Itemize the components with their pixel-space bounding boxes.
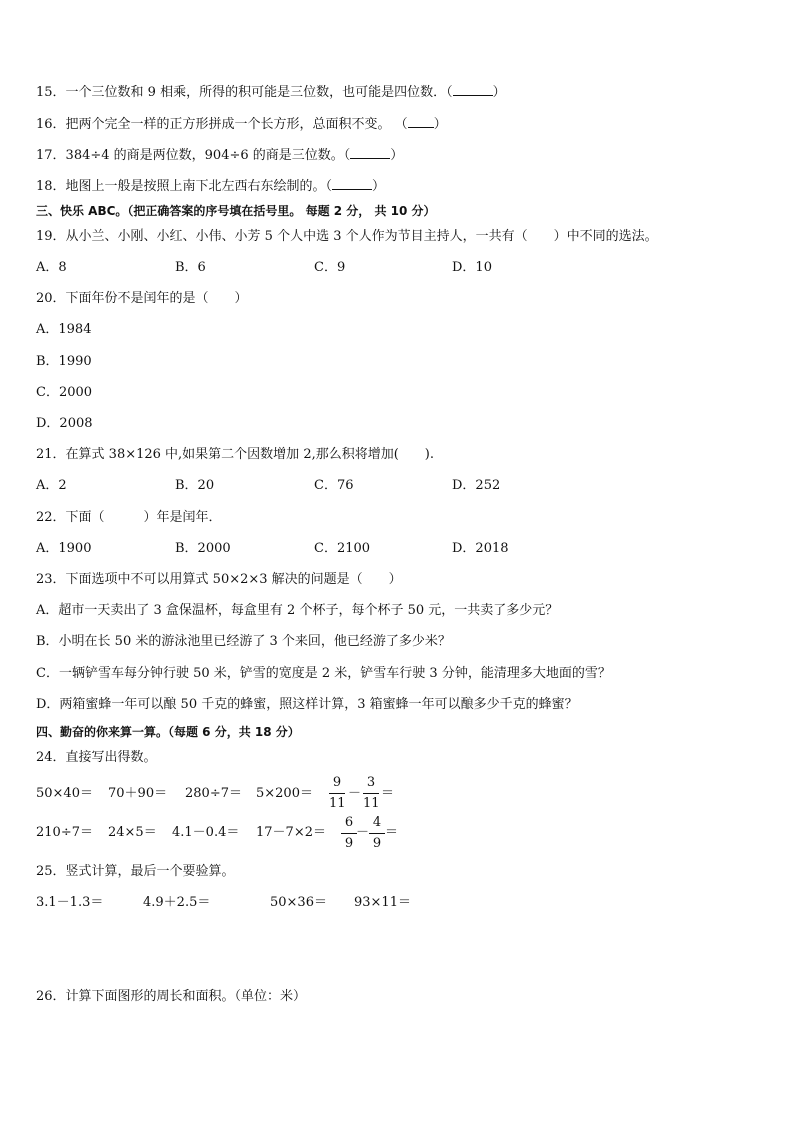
option-d[interactable]: D．2018 [452,541,509,556]
option-d[interactable]: D．2008 [36,416,93,431]
calc-expression: 280÷7＝ [185,786,242,801]
question-23: 23．下面选项中不可以用算式 50×2×3 解决的问题是（ ） [36,572,402,587]
option-b[interactable]: B．6 [175,260,206,275]
option-c[interactable]: C．2100 [314,541,371,556]
fraction: 4 9 [369,814,385,853]
option-a[interactable]: A．1984 [36,322,92,337]
question-17: 17．384÷4 的商是两位数，904÷6 的商是三位数。（ ） [36,145,403,165]
option-a[interactable]: A．1900 [36,541,92,556]
calc-expression: 93×11＝ [354,895,411,910]
equals-sign: ＝ [381,786,395,801]
option-b[interactable]: B．20 [175,478,215,493]
minus-sign: － [356,825,370,840]
question-20: 20．下面年份不是闰年的是（ ） [36,291,248,306]
section-3-heading: 三、快乐 ABC。（把正确答案的序号填在括号里。 每题 2 分， 共 10 分） [36,204,436,218]
option-a[interactable]: A．超市一天卖出了 3 盒保温杯，每盒里有 2 个杯子，每个杯子 50 元，一共卖了多少元？ [36,603,559,618]
option-c[interactable]: C．76 [314,478,354,493]
calc-expression: 4.9＋2.5＝ [143,895,211,910]
section-4-heading: 四、勤奋的你来算一算。（每题 6 分，共 18 分） [36,725,300,739]
option-b[interactable]: B．2000 [175,541,231,556]
calc-expression: 50×36＝ [270,895,327,910]
answer-blank[interactable] [350,145,390,159]
calc-expression: 17－7×2＝ [256,825,326,840]
answer-blank[interactable] [453,82,493,96]
option-a[interactable]: A．8 [36,260,67,275]
option-b[interactable]: B．小明在长 50 米的游泳池里已经游了 3 个来回，他已经游了多少米？ [36,634,451,649]
question-24: 24．直接写出得数。 [36,750,157,765]
option-a[interactable]: A．2 [36,478,67,493]
question-18: 18．地图上一般是按照上南下北左西右东绘制的。（ ） [36,176,385,196]
calc-expression: 3.1－1.3＝ [36,895,104,910]
fraction: 9 11 [329,775,346,811]
question-16: 16．把两个完全一样的正方形拼成一个长方形，总面积不变。 （ ） [36,114,447,134]
question-19: 19．从小兰、小刚、小红、小伟、小芳 5 个人中选 3 个人作为节目主持人，一共有（ ）中不同的选法。 [36,229,658,244]
calc-expression: 70＋90＝ [108,786,168,801]
option-c[interactable]: C．9 [314,260,346,275]
option-d[interactable]: D．10 [452,260,492,275]
option-d[interactable]: D．两箱蜜蜂一年可以酿 50 千克的蜂蜜，照这样计算，3 箱蜜蜂一年可以酿多少千克的蜂蜜？ [36,697,578,712]
option-d[interactable]: D．252 [452,478,501,493]
option-c[interactable]: C．一辆铲雪车每分钟行驶 50 米，铲雪的宽度是 2 米，铲雪车行驶 3 分钟，能清理多大地面的雪？ [36,666,611,681]
calc-expression: 50×40＝ [36,786,93,801]
calc-expression: 24×5＝ [108,825,157,840]
question-15: 15．一个三位数和 9 相乘，所得的积可能是三位数，也可能是四位数．（ ） [36,82,506,102]
option-c[interactable]: C．2000 [36,385,93,400]
option-b[interactable]: B．1990 [36,354,92,369]
answer-blank[interactable] [408,114,434,128]
calc-expression: 210÷7＝ [36,825,93,840]
answer-blank[interactable] [332,176,372,190]
question-21: 21．在算式 38×126 中,如果第二个因数增加 2,那么积将增加( ). [36,447,434,462]
fraction: 6 9 [341,814,357,853]
question-26: 26．计算下面图形的周长和面积。（单位：米） [36,989,307,1004]
calc-expression: 4.1－0.4＝ [172,825,240,840]
question-22: 22．下面（ ）年是闰年． [36,510,222,525]
question-25: 25．竖式计算，最后一个要验算。 [36,864,235,879]
equals-sign: ＝ [385,825,399,840]
fraction: 3 11 [363,775,380,811]
minus-sign: － [348,786,362,801]
calc-expression: 5×200＝ [256,786,313,801]
